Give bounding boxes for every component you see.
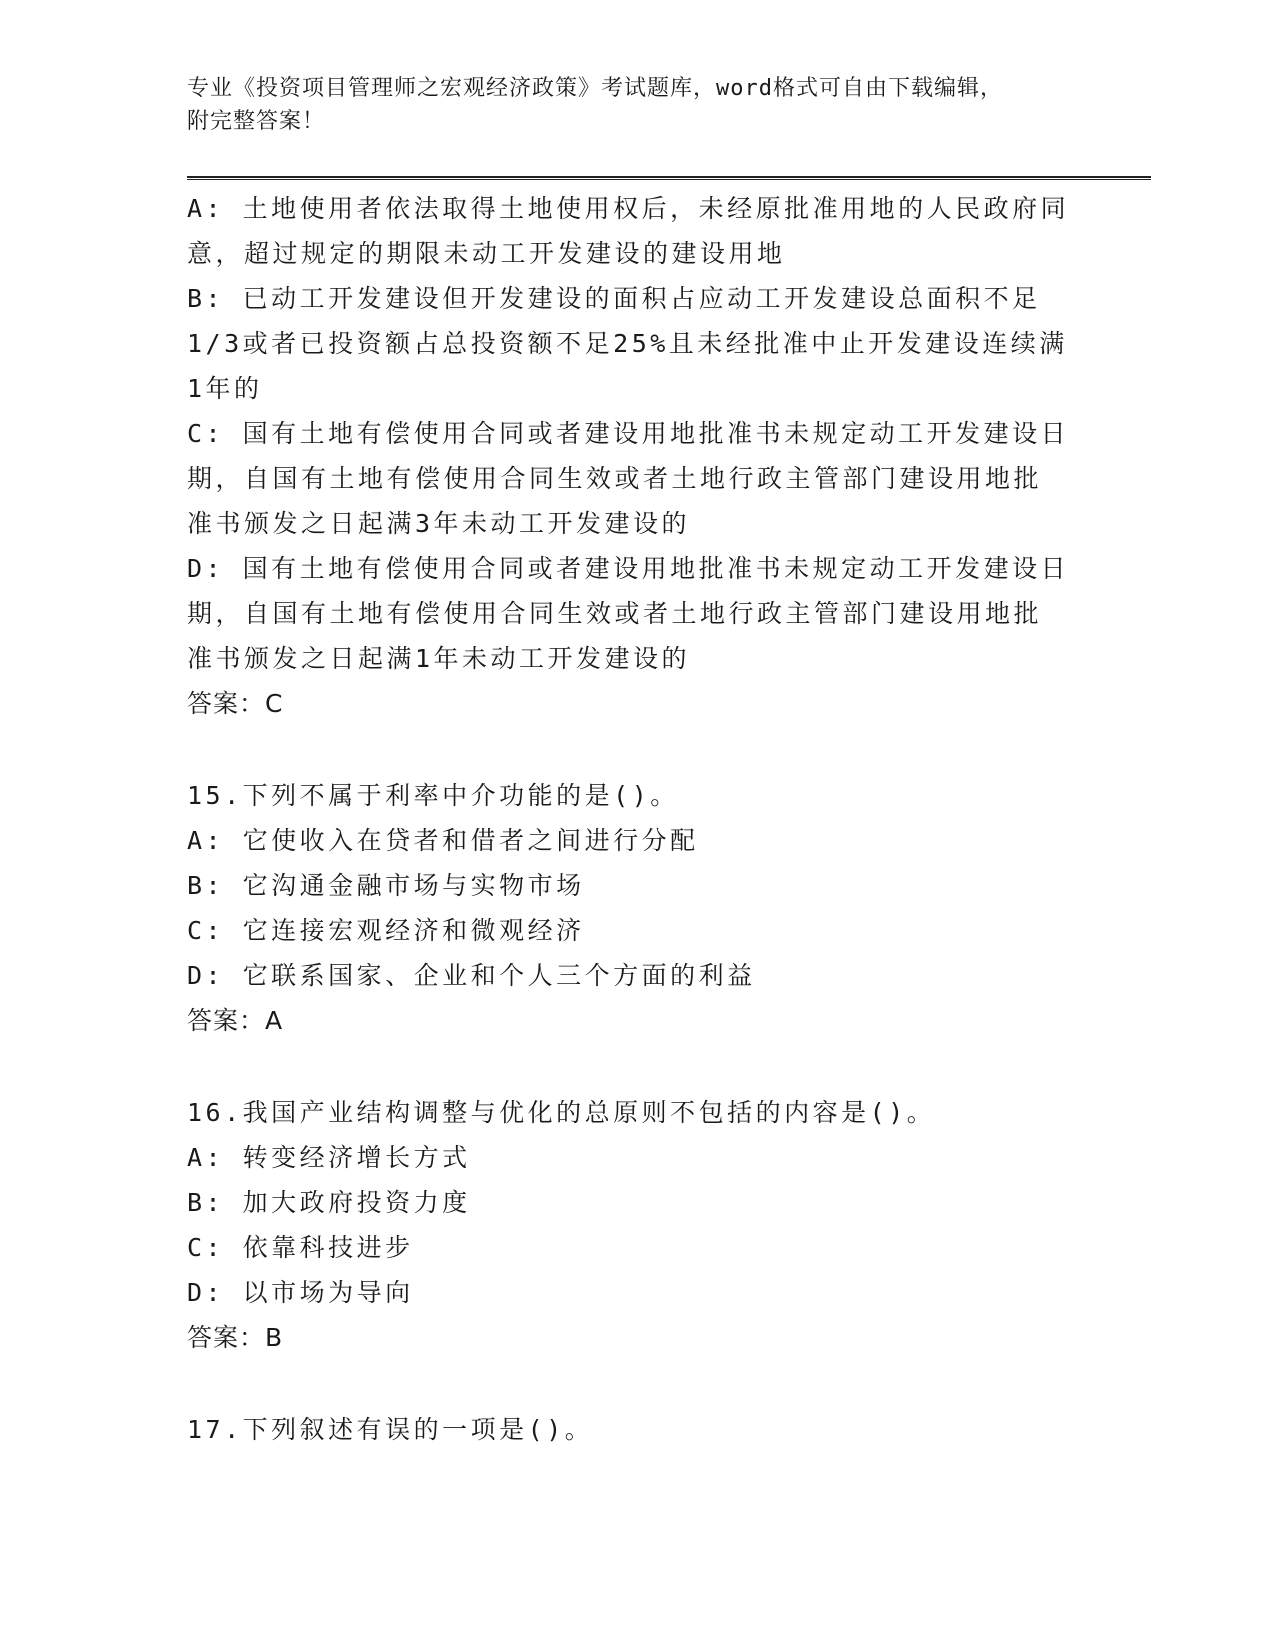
option-d: D: 以市场为导向 [187,1278,414,1307]
spacer [187,1043,1067,1090]
header-divider [187,176,1151,180]
option-d: D: 它联系国家、企业和个人三个方面的利益 [187,961,756,990]
question-16 [187,1090,1067,1360]
option-c-line: C: 国有土地有偿使用合同或者建设用地批准书未规定动工开发建设日 [187,419,1070,448]
option-c: C: 它连接宏观经济和微观经济 [187,916,585,945]
option-a: A: 它使收入在贷者和借者之间进行分配 [187,826,699,855]
option-a: A: 转变经济增长方式 [187,1143,471,1172]
question-content [187,186,1070,1452]
question-15 [187,773,1067,1043]
option-c-line: 期，自国有土地有偿使用合同生效或者土地行政主管部门建设用地批 [187,464,1043,493]
option-b-line: B: 已动工开发建设但开发建设的面积占应动工开发建设总面积不足 [187,284,1041,313]
option-b-line: 1年的 [187,374,263,403]
option-b: B: 它沟通金融市场与实物市场 [187,871,585,900]
question-17 [187,1407,1067,1452]
header-line-2: 附完整答案！ [187,109,326,134]
option-d-line: 期，自国有土地有偿使用合同生效或者土地行政主管部门建设用地批 [187,599,1043,628]
option-a-line: 意，超过规定的期限未动工开发建设的建设用地 [187,239,786,268]
answer-label: 答案：B [187,1323,284,1352]
option-d-line: 准书颁发之日起满1年未动工开发建设的 [187,644,691,673]
question-14-options [187,186,1070,726]
question-stem: 15.下列不属于利率中介功能的是()。 [187,781,679,810]
document-header [187,72,1067,138]
option-d-line: D: 国有土地有偿使用合同或者建设用地批准书未规定动工开发建设日 [187,554,1070,583]
question-stem: 16.我国产业结构调整与优化的总原则不包括的内容是()。 [187,1098,936,1127]
option-c-line: 准书颁发之日起满3年未动工开发建设的 [187,509,691,538]
option-b: B: 加大政府投资力度 [187,1188,471,1217]
spacer [187,726,1067,773]
header-line-1: 专业《投资项目管理师之宏观经济政策》考试题库，word格式可自由下载编辑， [187,76,1003,101]
answer-label: 答案：C [187,689,284,718]
option-c: C: 依靠科技进步 [187,1233,414,1262]
option-a-line: A: 土地使用者依法取得土地使用权后，未经原批准用地的人民政府同 [187,194,1070,223]
answer-label: 答案：A [187,1006,284,1035]
option-b-line: 1/3或者已投资额占总投资额不足25%且未经批准中止开发建设连续满 [187,329,1068,358]
spacer [187,1360,1067,1407]
question-stem: 17.下列叙述有误的一项是()。 [187,1415,594,1444]
